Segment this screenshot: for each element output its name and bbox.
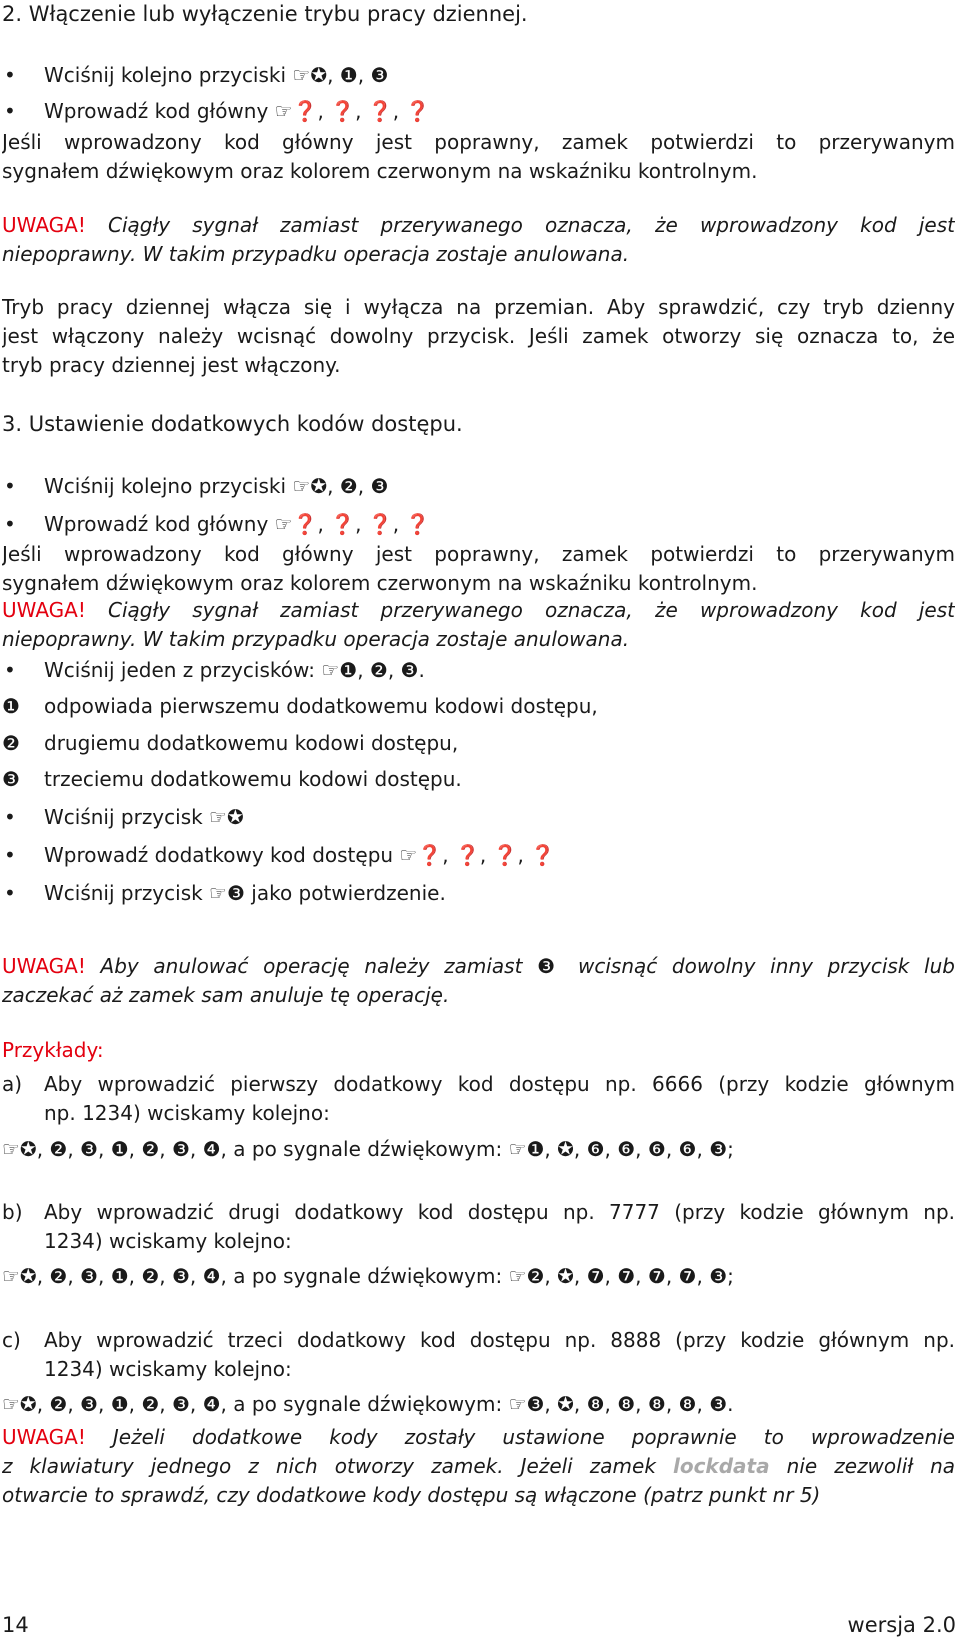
warning-note: UWAGA! Ciągły sygnał zamiast przerywanego oznacza, że wprowadzony kod jest niepoprawny. W takim przypadku operacja zostaje anulowana. xyxy=(2,598,955,651)
warning-note: UWAGA! Ciągły sygnał zamiast przerywanego oznacza, że wprowadzony kod jest niepoprawny. W takim przypadku operacja zostaje anulowana. xyxy=(2,213,955,266)
version-label: wersja 2.0 xyxy=(847,1613,956,1637)
digit-2-icon: ❷ xyxy=(2,731,20,755)
example-c-sequence: ☞✪, ❷, ❸, ❶, ❷, ❸, ❹, a po sygnale dźwiękowym: ☞❸, ✪, ❽, ❽, ❽, ❽, ❸. xyxy=(2,1392,734,1416)
warning-label: UWAGA! xyxy=(2,1425,86,1449)
lockdata-logo: lockdata xyxy=(672,1454,770,1478)
bullet-icon: • xyxy=(4,843,16,867)
warning-label: UWAGA! xyxy=(2,954,86,978)
warning-label: UWAGA! xyxy=(2,598,86,622)
warning-note: UWAGA! Jeżeli dodatkowe kody zostały ustawione poprawnie to wprowadzenie z klawiatury jednego z nich otworzy zamek. Jeżeli zamek lockdata nie zezwolił na otwarcie to sprawdź, czy dodatkowe kody dostępu są włączone (patrz punkt nr 5) xyxy=(2,1425,955,1507)
digit-1-icon: ❶ xyxy=(2,694,20,718)
bullet-icon: • xyxy=(4,99,16,123)
examples-heading: Przykłady: xyxy=(2,1038,104,1062)
page-number: 14 xyxy=(2,1613,29,1637)
bullet-icon: • xyxy=(4,881,16,905)
example-b-sequence: ☞✪, ❷, ❸, ❶, ❷, ❸, ❹, a po sygnale dźwiękowym: ☞❷, ✪, ❼, ❼, ❼, ❼, ❸; xyxy=(2,1264,734,1288)
paragraph: Tryb pracy dziennej włącza się i wyłącza na przemian. Aby sprawdzić, czy tryb dzienny jest włączony należy wcisnąć dowolny przycisk. Jeśli zamek otworzy się oznacza to, że tryb pracy dziennej jest włączony. xyxy=(2,295,955,377)
section-3-heading: 3. Ustawienie dodatkowych kodów dostępu. xyxy=(2,412,463,436)
bullet-icon: • xyxy=(4,63,16,87)
example-a-sequence: ☞✪, ❷, ❸, ❶, ❷, ❸, ❹, a po sygnale dźwiękowym: ☞❶, ✪, ❻, ❻, ❻, ❻, ❸; xyxy=(2,1137,734,1161)
warning-note: UWAGA! Aby anulować operację należy zamiast ❸ wcisnąć dowolny inny przycisk lub zaczekać aż zamek sam anuluje tę operację. xyxy=(2,954,955,1007)
paragraph: Jeśli wprowadzony kod główny jest poprawny, zamek potwierdzi to przerywanym sygnałem dźwiękowym oraz kolorem czerwonym na wskaźniku kontrolnym. xyxy=(2,130,955,183)
bullet-icon: • xyxy=(4,512,16,536)
bullet-icon: • xyxy=(4,658,16,682)
digit-3-icon: ❸ xyxy=(2,767,20,791)
bullet-icon: • xyxy=(4,805,16,829)
section-2-heading: 2. Włączenie lub wyłączenie trybu pracy dziennej. xyxy=(2,2,528,26)
warning-label: UWAGA! xyxy=(2,213,86,237)
bullet-icon: • xyxy=(4,474,16,498)
manual-page: 2. Włączenie lub wyłączenie trybu pracy dziennej. • Wciśnij kolejno przyciski ☞✪, ❶, ❸ • Wprowadź kod główny ☞❓, ❓, ❓, ❓ Jeśli wprowadzony kod główny jest poprawny, zamek potwierdzi to przerywanym sygnałem dźwiękowym oraz kolorem czerwonym na wskaźniku kontrolnym. UWAGA! Ciągły sygnał zamiast przerywanego oznacza, że wprowadzony kod jest niepoprawny. W takim przypadku operacja zostaje anulowana. Tryb pracy dziennej włącza się i wyłącza na przemian. Aby sprawdzić, czy tryb dzienny jest włączony należy wcisnąć dowolny przycisk. Jeśli zamek otworzy się oznacza to, że tryb pracy dziennej jest włączony. 3. Ustawienie dodatkowych kodów dostępu. • Wciśnij kolejno przyciski ☞✪, ❷, ❸ • Wprowadź kod główny ☞❓, ❓, ❓, ❓ Jeśli wprowadzony kod główny jest poprawny, zamek potwierdzi to przerywanym sygnałem dźwiękowym oraz kolorem czerwonym na wskaźniku kontrolnym. UWAGA! Ciągły sygnał zamiast przerywanego oznacza, że wprowadzony kod jest niepoprawny. W takim przypadku operacja zostaje anulowana. • Wciśnij jeden z przycisków: ☞❶, ❷, ❸. ❶ odpowiada pierwszemu dodatkowemu kodowi dostępu, ❷ drugiemu dodatkowemu kodowi dostępu, ❸ trzeciemu dodatkowemu kodowi dostępu. • Wciśnij przycisk ☞✪ • Wprowadź dodatkowy kod dostępu ☞❓, ❓, ❓, ❓ • Wciśnij przycisk ☞❸ jako potwierdzenie. UWAGA! Aby anulować operację należy zamiast ❸ wcisnąć dowolny inny przycisk lub zaczekać aż zamek sam anuluje tę operację. Przykłady: a) Aby wprowadzić pierwszy dodatkowy kod dostępu np. 6666 (przy kodzie głównym np. 1234) wciskamy kolejno: ☞✪, ❷, ❸, ❶, ❷, ❸, ❹, a po sygnale dźwiękowym: ☞❶, ✪, ❻, ❻, ❻, ❻, ❸; b) Aby wprowadzić drugi dodatkowy kod dostępu np. 7777 (przy kodzie głównym np. 1234) wciskamy kolejno: ☞✪, ❷, ❸, ❶, ❷, ❸, ❹, a po sygnale dźwiękowym: ☞❷, ✪, ❼, ❼, ❼, ❼, ❸; c) Aby wprowadzić trzeci dodatkowy kod dostępu np. 8888 (przy kodzie głównym np. 1234) wciskamy kolejno: ☞✪, ❷, ❸, ❶, ❷, ❸, ❹, a po sygnale dźwiękowym: ☞❸, ✪, ❽, ❽, ❽, ❽, ❸. UWAGA! Jeżeli dodatkowe kody zostały ustawione poprawnie to wprowadzenie z klawiatury jednego z nich otworzy zamek. Jeżeli zamek lockdata nie zezwolił na otwarcie to sprawdź, czy dodatkowe kody dostępu są włączone (patrz punkt nr 5) 14 wersja 2.0 xyxy=(0,0,960,1652)
paragraph: Jeśli wprowadzony kod główny jest poprawny, zamek potwierdzi to przerywanym sygnałem dźwiękowym oraz kolorem czerwonym na wskaźniku kontrolnym. xyxy=(2,542,955,595)
